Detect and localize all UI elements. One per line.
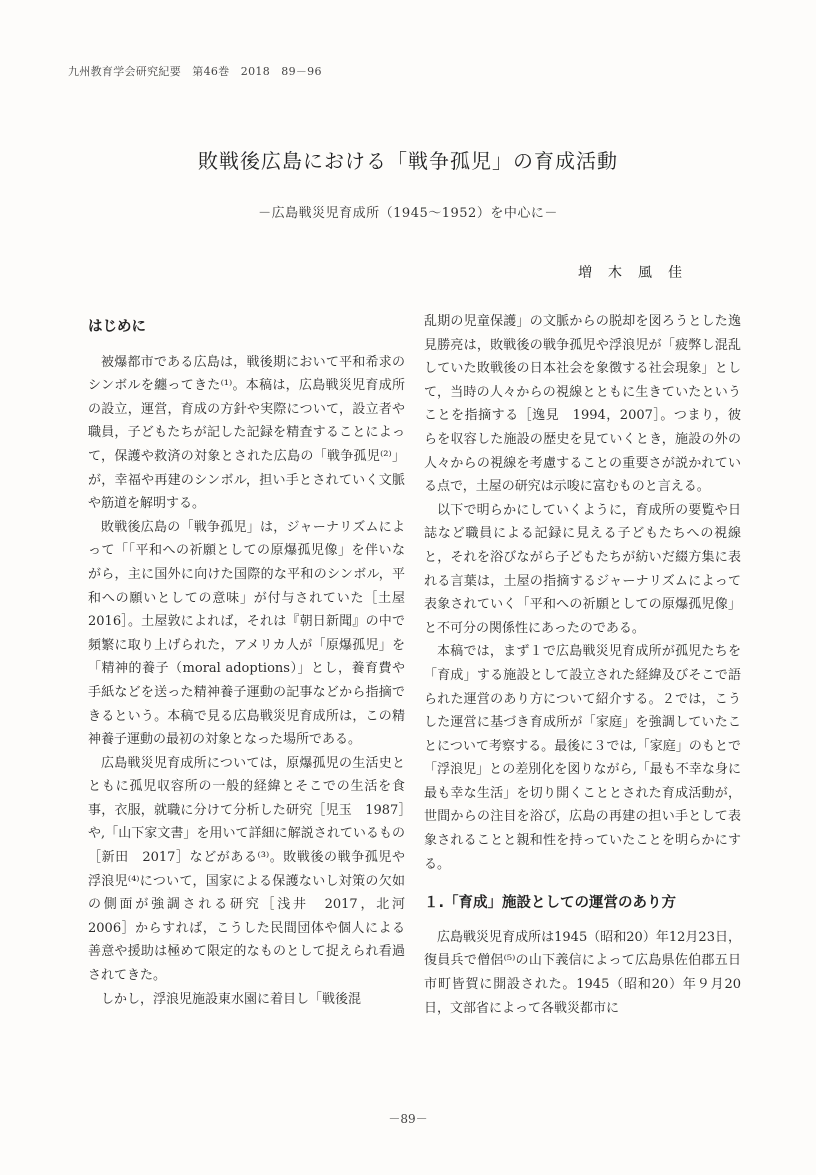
body-paragraph: 広島戦災児育成所は1945（昭和20）年12月23日，復員兵で僧侶⁽⁵⁾の山下義信によって広島県佐伯郡五日市町皆賀に開設された。1945（昭和20）年９月20日，文部省によって各戦災都市に bbox=[424, 929, 741, 1016]
body-paragraph: 以下で明らかにしていくように，育成所の要覧や日誌など職員による記録に見える子どもたちへの視線と，それを浴びながら子どもたちが紡いだ綴方集に表れる言葉は，土屋の指摘するジャーナリズムによって表象されていく「平和への祈願としての原爆孤児像」と不可分の関係性にあったのである。 bbox=[424, 502, 741, 636]
page-number: －89－ bbox=[388, 1112, 428, 1126]
paper-subtitle: －広島戦災児育成所（1945～1952）を中心に－ bbox=[258, 206, 558, 221]
body-paragraph: 広島戦災児育成所については，原爆孤児の生活史とともに孤児収容所の一般的経緯とそこでの生活を食事，衣服，就職に分けて分析した研究［児玉 1987］や,「山下家文書」を用いて詳細に解説されているもの［新田 2017］などがある⁽³⁾。敗戦後の戦争孤児や浮浪児⁽⁴⁾について，国家による保護ないし対策の欠如の側面が強調される研究［浅井 2017，北河 2006］からすれば，こうした民間団体や個人による善意や援助は極めて限定的なものとして捉えられ看過されてきた。 bbox=[88, 755, 419, 984]
body-paragraph: 本稿では，まず１で広島戦災児育成所が孤児たちを「育成」する施設として設立された経緯及びそこで語られた運営のあり方について紹介する。２では，こうした運営に基づき育成所が「家庭」を強調していたことについて考察する。最後に３では,「家庭」のもとで「浮浪児」との差別化を図りながら,「最も不幸な身に最も幸な生活」を切り開くこととされた育成活動が，世間からの注目を浴び，広島の再建の担い手として表象されることと親和性を持っていたことを明らかにする。 bbox=[424, 644, 741, 872]
section-heading-1: １.「育成」施設としての運営のあり方 bbox=[424, 895, 677, 912]
journal-header: 九州教育学会研究紀要 第46巻 2018 89－96 bbox=[68, 65, 322, 78]
right-column bbox=[424, 310, 741, 1020]
left-column bbox=[88, 310, 419, 1011]
body-paragraph: 被爆都市である広島は，戦後期において平和希求のシンボルを纏ってきた⁽¹⁾。本稿は，広島戦災児育成所の設立，運営，育成の方針や実際について，設立者や職員，子どもたちが記した記録を精査することによって，保護や救済の対象とされた広島の「戦争孤児⁽²⁾」が，幸福や再建のシンボル，担い手とされていく文脈や筋道を解明する。 bbox=[88, 354, 405, 512]
body-paragraph: 敗戦後広島の「戦争孤児」は，ジャーナリズムによって「「平和への祈願としての原爆孤児像」を伴いながら，主に国外に向けた国際的な平和のシンボル，平和への願いとしての意味」が付与されていた［土屋 2016］。土屋敦によれば，それは『朝日新聞』の中で頻繁に取り上げられた，アメリカ人が「原爆孤児」を「精神的養子（moral adoptions）」とし，養育費や手紙などを送った精神養子運動の記事などから指摘できるという。本稿で見る広島戦災児育成所は，この精神養子運動の最初の対象となった場所である。 bbox=[88, 519, 419, 748]
section-heading-introduction: はじめに bbox=[88, 319, 146, 335]
body-paragraph: 乱期の児童保護」の文脈からの脱却を図ろうとした逸見勝亮は，敗戦後の戦争孤児や浮浪児が「疲弊し混乱していた敗戦後の日本社会を象徴する社会現象」として，当時の人々からの視線とともに生きていたということを指摘する［逸見 1994，2007］。つまり，彼らを収容した施設の歴史を見ていくとき，施設の外の人々からの視線を考慮することの重要さが説かれている点で，土屋の研究は示唆に富むものと言える。 bbox=[424, 314, 741, 495]
body-paragraph: しかし，浮浪児施設東水園に着目し「戦後混 bbox=[101, 991, 362, 1007]
paper-title: 敗戦後広島における「戦争孤児」の育成活動 bbox=[198, 149, 618, 173]
author-name: 増木風佳 bbox=[578, 265, 698, 281]
